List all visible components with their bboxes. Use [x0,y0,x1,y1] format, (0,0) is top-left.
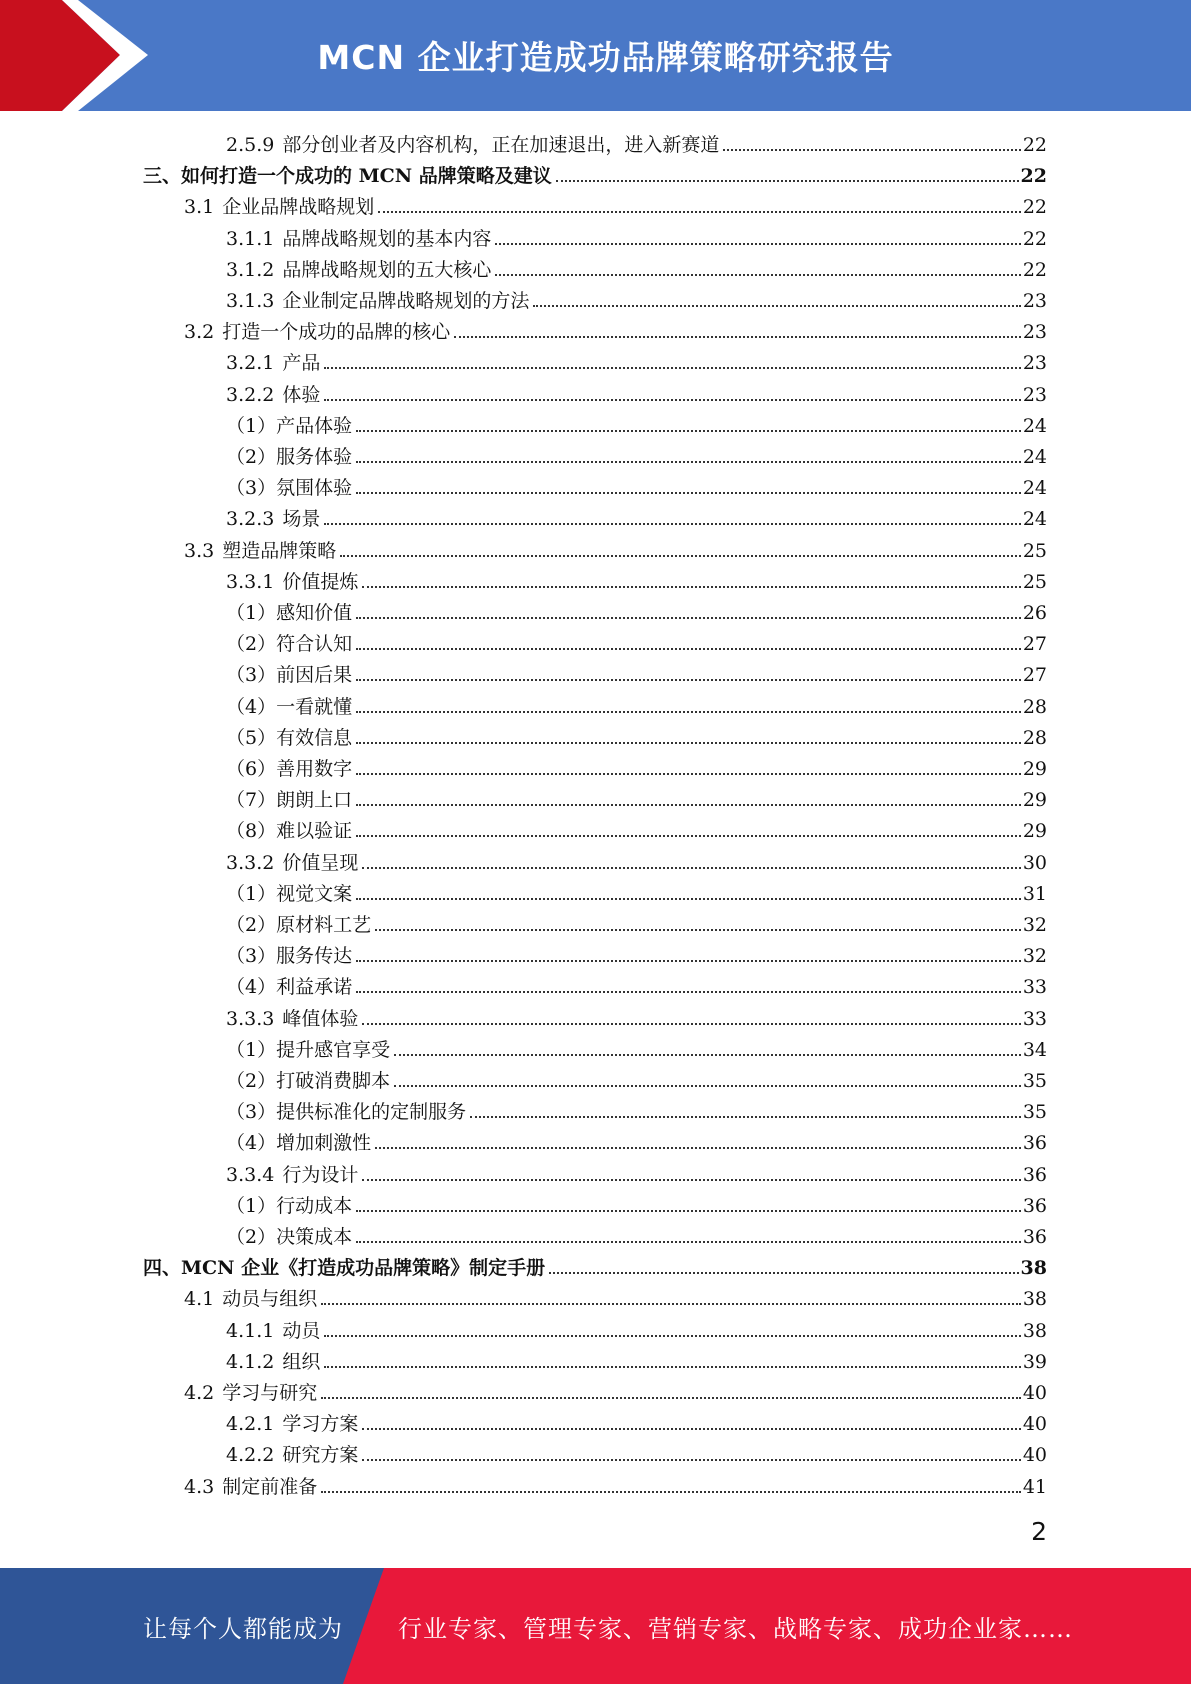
toc-entry[interactable] [226,1405,1047,1436]
toc-entry-page: 38 [1022,1319,1047,1342]
toc-entry-label [226,1038,390,1062]
toc-entry-page: 24 [1022,477,1047,500]
toc-entry-page: 39 [1022,1350,1047,1373]
toc-dot-leader [321,1303,1021,1305]
toc-entry[interactable] [226,812,1047,843]
toc-entry-page: 27 [1022,633,1047,656]
toc-entry-label [226,227,491,251]
footer-slogan-right: 行业专家、管理专家、营销专家、战略专家、成功企业家…… [398,1614,1073,1643]
toc-dot-leader [356,898,1021,900]
toc-entry-title: 三、如何打造一个成功的 MCN 品牌策略及建议 [143,165,552,188]
toc-entry-title: 塑造品牌策略 [222,539,337,562]
toc-entry[interactable] [184,1374,1047,1405]
toc-entry[interactable] [226,282,1047,313]
toc-entry-number: 3.3.4 [226,1163,275,1186]
toc-entry-title: （8）难以验证 [226,820,353,843]
toc-entry-label [226,1319,320,1343]
toc-entry[interactable] [184,313,1047,344]
toc-entry-label [226,1443,358,1467]
toc-entry-number: 4.2 [184,1382,215,1404]
toc-entry[interactable] [226,500,1047,531]
toc-entry-label [226,757,352,781]
toc-entry-title: （3）前因后果 [226,664,353,687]
toc-entry[interactable] [226,875,1047,906]
toc-entry-label [226,1163,358,1187]
toc-dot-leader [362,1428,1020,1430]
toc-entry-label [226,1069,390,1093]
toc-entry-page: 22 [1022,258,1047,281]
toc-entry-title: （1）感知价值 [226,602,353,624]
toc-entry-title: 组织 [282,1350,321,1373]
toc-entry-title: 部分创业者及内容机构，正在加速退出，进入新赛道 [282,134,720,156]
toc-dot-leader [495,243,1020,245]
toc-dot-leader [356,711,1021,713]
toc-entry-label [226,882,352,906]
toc-entry-page: 36 [1022,1163,1047,1186]
toc-entry-title: 企业制定品牌战略规划的方法 [282,290,530,312]
toc-entry[interactable] [226,1218,1047,1249]
toc-entry-page: 23 [1022,352,1047,375]
toc-entry[interactable] [226,1062,1047,1093]
toc-entry-title: （1）行动成本 [226,1194,353,1217]
toc-entry-page: 40 [1022,1444,1047,1467]
toc-entry-page: 38 [1022,1288,1047,1311]
toc-entry-title: （6）善用数字 [226,758,353,780]
toc-entry-number: 3.1.3 [226,290,275,312]
toc-entry[interactable] [226,1312,1047,1343]
toc-entry-label [226,1225,352,1249]
toc-entry[interactable] [226,937,1047,968]
toc-dot-leader [340,555,1021,557]
toc-entry[interactable] [226,1343,1047,1374]
toc-dot-leader [454,336,1021,338]
toc-entry-title: 场景 [282,508,321,531]
toc-dot-leader [356,648,1021,650]
toc-entry-page: 24 [1022,446,1047,468]
toc-entry[interactable] [226,376,1047,407]
toc-entry-label [226,507,320,531]
page-footer [0,1568,1191,1684]
toc-dot-leader [356,1210,1021,1212]
toc-entry-page: 22 [1022,134,1047,156]
toc-entry-page: 24 [1022,508,1047,531]
toc-entry[interactable] [226,1156,1047,1187]
toc-entry-page: 24 [1022,414,1047,437]
toc-entry-page: 36 [1022,1194,1047,1217]
toc-entry-page: 23 [1022,383,1047,406]
toc-entry-page: 26 [1022,602,1047,624]
toc-entry[interactable] [226,1187,1047,1218]
toc-entry[interactable] [226,594,1047,625]
toc-entry-label [226,726,352,750]
toc-entry[interactable] [226,563,1047,594]
toc-dot-leader [375,1147,1021,1149]
toc-entry-title: （4）利益承诺 [226,976,353,999]
toc-entry-page: 23 [1022,321,1047,344]
toc-dot-leader [324,399,1020,401]
toc-entry-title: （2）原材料工艺 [226,914,372,936]
toc-entry-label [184,1381,317,1405]
toc-entry-page: 32 [1022,945,1047,968]
toc-entry-label [226,383,320,407]
toc-entry-label [226,944,352,968]
toc-entry-title: （2）符合认知 [226,633,353,656]
toc-entry-label [184,539,336,563]
toc-entry-number: 3.1 [184,196,215,219]
toc-entry-title: 四、MCN 企业《打造成功品牌策略》制定手册 [143,1257,546,1280]
toc-entry-page: 40 [1022,1382,1047,1404]
toc-entry[interactable] [226,781,1047,812]
toc-entry-title: （5）有效信息 [226,726,353,749]
toc-entry-label [226,133,719,157]
toc-dot-leader [324,523,1020,525]
toc-entry-title: （4）增加刺激性 [226,1132,372,1155]
toc-entry-label [226,913,371,937]
toc-dot-leader [470,1116,1021,1118]
toc-entry-title: （1）产品体验 [226,414,353,437]
toc-entry-page: 29 [1022,758,1047,780]
toc-entry-number: 3.2 [184,321,215,344]
toc-entry-number: 3.3.2 [226,851,275,874]
toc-entry-label [226,476,352,500]
toc-entry-page: 29 [1022,820,1047,843]
toc-entry-title: 行为设计 [282,1163,359,1186]
toc-entry[interactable] [226,251,1047,282]
toc-entry-title: （3）提供标准化的定制服务 [226,1101,467,1124]
toc-entry-number: 2.5.9 [226,134,275,156]
toc-entry-number: 3.3.1 [226,570,275,593]
toc-entry-label [226,663,352,687]
toc-entry-number: 3.1.1 [226,227,275,250]
toc-entry[interactable] [226,750,1047,781]
toc-entry-title: 品牌战略规划的五大核心 [282,258,492,281]
toc-dot-leader [356,461,1021,463]
toc-entry-title: 企业品牌战略规划 [222,196,375,219]
toc-entry[interactable] [226,906,1047,937]
toc-dot-leader [321,1397,1021,1399]
toc-entry-page: 28 [1022,695,1047,718]
toc-entry-number: 3.2.2 [226,383,275,406]
toc-entry[interactable] [226,1124,1047,1155]
toc-entry-number: 4.3 [184,1475,215,1498]
toc-dot-leader [356,835,1021,837]
toc-entry-title: （3）服务传达 [226,945,353,968]
toc-entry-number: 3.3.3 [226,1007,275,1030]
toc-entry-page: 29 [1022,789,1047,812]
toc-dot-leader [556,180,1019,182]
toc-entry-label [226,695,352,719]
toc-entry-title: 峰值体验 [282,1007,359,1030]
toc-entry-title: （2）决策成本 [226,1226,353,1248]
toc-entry-title: 动员与组织 [222,1288,318,1311]
toc-dot-leader [362,1179,1020,1181]
page-header [0,0,1191,111]
toc-entry-label [226,819,352,843]
toc-dot-leader [362,1023,1020,1025]
toc-entry-number: 4.1 [184,1288,215,1311]
toc-entry-label [184,195,374,219]
toc-entry-title: （7）朗朗上口 [226,789,353,812]
toc-dot-leader [356,991,1021,993]
toc-entry-title: 学习与研究 [222,1382,318,1404]
toc-entry[interactable] [226,1436,1047,1467]
toc-entry-label [226,1194,352,1218]
toc-entry[interactable] [226,719,1047,750]
toc-entry-label [184,1475,317,1499]
toc-entry[interactable] [226,1093,1047,1124]
toc-entry-title: （2）服务体验 [226,446,353,468]
toc-entry-page: 40 [1022,1413,1047,1436]
toc-entry-page: 31 [1022,882,1047,905]
toc-entry-label [226,351,320,375]
toc-entry-label [226,851,358,875]
toc-dot-leader [356,430,1021,432]
toc-entry-label [226,1350,320,1374]
toc-entry-page: 32 [1022,914,1047,936]
toc-dot-leader [356,960,1021,962]
report-title: MCN 企业打造成功品牌策略研究报告 [317,38,894,77]
toc-entry-page: 35 [1022,1101,1047,1124]
toc-entry-label [226,1412,358,1436]
toc-dot-leader [362,586,1020,588]
toc-entry[interactable] [184,532,1047,563]
toc-entry-title: （1）提升感官享受 [226,1038,391,1061]
toc-entry[interactable] [226,407,1047,438]
toc-dot-leader [324,367,1020,369]
toc-entry[interactable] [226,844,1047,875]
toc-dot-leader [533,305,1020,307]
toc-dot-leader [356,773,1021,775]
toc-dot-leader [356,804,1021,806]
toc-entry-title: 制定前准备 [222,1475,318,1498]
toc-entry-label [226,445,352,469]
toc-entry-label [226,1007,358,1031]
toc-entry[interactable] [226,1031,1047,1062]
toc-entry[interactable] [226,469,1047,500]
toc-entry[interactable] [226,656,1047,687]
toc-entry-page: 38 [1020,1257,1047,1280]
toc-entry-page: 33 [1022,1007,1047,1030]
toc-entry-label [226,632,352,656]
toc-dot-leader [321,1491,1021,1493]
toc-dot-leader [356,742,1021,744]
toc-entry-label [226,1131,371,1155]
toc-dot-leader [362,1459,1020,1461]
toc-entry[interactable] [184,1280,1047,1311]
toc-entry-page: 41 [1022,1475,1047,1498]
toc-dot-leader [356,492,1021,494]
toc-entry-title: （1）视觉文案 [226,882,353,905]
toc-dot-leader [378,211,1021,213]
toc-entry-title: （3）氛围体验 [226,477,353,500]
toc-dot-leader [362,867,1020,869]
toc-dot-leader [495,274,1020,276]
toc-entry-label [226,1100,466,1124]
toc-dot-leader [324,1335,1020,1337]
toc-entry-label [226,975,352,999]
toc-entry[interactable] [226,688,1047,719]
toc-entry[interactable] [143,1249,1047,1280]
toc-dot-leader [356,617,1021,619]
toc-entry-number: 4.1.1 [226,1319,275,1342]
toc-entry-title: 学习方案 [282,1413,359,1436]
toc-dot-leader [356,679,1021,681]
toc-entry-page: 30 [1022,851,1047,874]
toc-entry-title: （2）打破消费脚本 [226,1070,391,1092]
toc-entry-label [226,289,529,313]
toc-entry[interactable] [226,220,1047,251]
toc-entry-number: 3.2.1 [226,352,275,375]
toc-entry-number: 4.2.2 [226,1444,275,1467]
footer-slogan-left: 让每个人都能成为 [143,1614,343,1643]
page-number: 2 [1031,1517,1047,1546]
toc-entry-title: 研究方案 [282,1444,359,1467]
toc-entry-page: 22 [1022,196,1047,219]
toc-entry[interactable] [184,188,1047,219]
toc-entry[interactable] [226,1000,1047,1031]
toc-entry-title: 价值呈现 [282,851,359,874]
toc-entry-label [226,414,352,438]
toc-entry[interactable] [226,344,1047,375]
toc-entry-title: 动员 [282,1319,321,1342]
toc-entry-title: 价值提炼 [282,570,359,593]
toc-dot-leader [356,1241,1021,1243]
toc-entry-page: 22 [1020,165,1047,188]
toc-entry-number: 3.2.3 [226,508,275,531]
toc-entry-label [226,258,491,282]
toc-entry[interactable] [226,438,1047,469]
toc-dot-leader [394,1054,1021,1056]
toc-entry-page: 34 [1022,1038,1047,1061]
toc-dot-leader [324,1366,1020,1368]
toc-entry-page: 25 [1022,570,1047,593]
toc-dot-leader [375,929,1021,931]
toc-entry-label [226,601,352,625]
toc-entry-number: 4.1.2 [226,1350,275,1373]
toc-entry-title: 产品 [282,352,321,375]
toc-entry-page: 22 [1022,227,1047,250]
toc-entry-label [226,570,358,594]
toc-entry-label [226,788,352,812]
toc-entry-number: 3.1.2 [226,258,275,281]
toc-entry-label [184,1287,317,1311]
toc-entry-page: 35 [1022,1070,1047,1092]
toc-entry-number: 3.3 [184,539,215,562]
toc-dot-leader [549,1272,1018,1274]
toc-entry-title: 打造一个成功的品牌的核心 [222,321,451,344]
toc-entry-label [143,164,552,188]
toc-entry-page: 25 [1022,539,1047,562]
toc-entry-title: 品牌战略规划的基本内容 [282,227,492,250]
toc-entry-title: （4）一看就懂 [226,695,353,718]
toc-entry-label [143,1256,545,1280]
toc-entry-page: 28 [1022,726,1047,749]
toc-entry[interactable] [226,968,1047,999]
toc-entry-page: 36 [1022,1226,1047,1248]
toc-entry[interactable] [143,157,1047,188]
toc-entry-page: 36 [1022,1132,1047,1155]
toc-dot-leader [723,149,1020,151]
toc-entry-page: 33 [1022,976,1047,999]
toc-entry-label [184,320,450,344]
toc-entry[interactable] [226,625,1047,656]
toc-entry-title: 体验 [282,383,321,406]
toc-entry-number: 4.2.1 [226,1413,275,1436]
toc-entry-page: 23 [1022,290,1047,312]
toc-entry-page: 27 [1022,664,1047,687]
toc-entry[interactable] [226,126,1047,157]
toc-entry[interactable] [184,1468,1047,1499]
toc-dot-leader [394,1085,1021,1087]
